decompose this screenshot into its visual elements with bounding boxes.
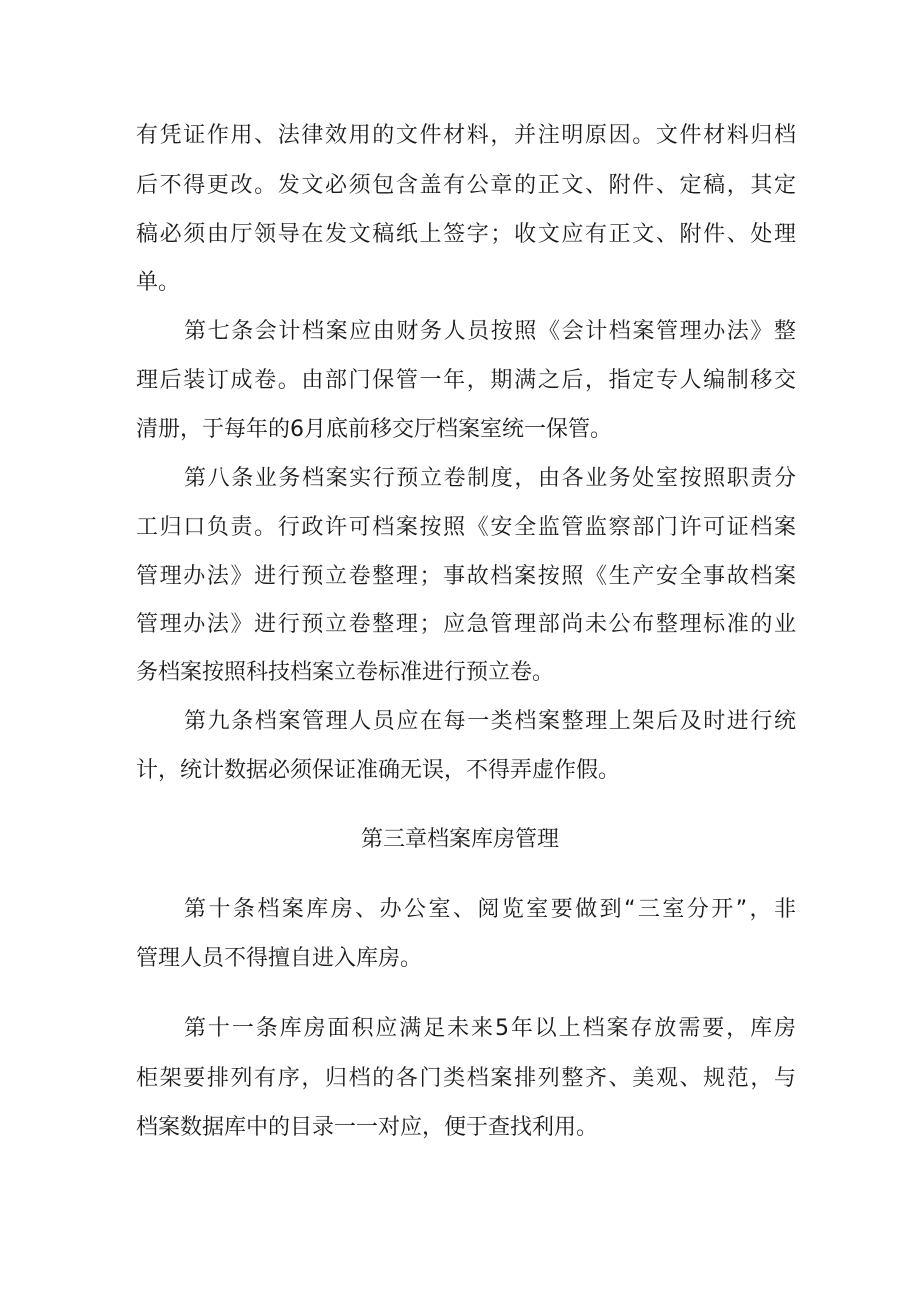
text-line: 后不得更改。发文必须包含盖有公章的正文、附件、定稿，其定 bbox=[136, 173, 796, 198]
text-line: 档案数据库中的目录一一对应，便于查找利用。 bbox=[136, 1115, 599, 1140]
article-10-line: 第十条档案库房、办公室、阅览室要做到“三室分开”，非 bbox=[184, 897, 796, 922]
text-line: 管理办法》进行预立卷整理；应急管理部尚未公布整理标准的业 bbox=[136, 612, 796, 637]
article-7-line: 第七条会计档案应由财务人员按照《会计档案管理办法》整 bbox=[184, 319, 796, 344]
article-8-line: 第八条业务档案实行预立卷制度，由各业务处室按照职责分 bbox=[184, 466, 796, 491]
text-line: 管理办法》进行预立卷整理；事故档案按照《生产安全事故档案 bbox=[136, 564, 796, 589]
text-line: 有凭证作用、法律效用的文件材料，并注明原因。文件材料归档 bbox=[136, 123, 796, 148]
text-line: 理后装订成卷。由部门保管一年，期满之后，指定专人编制移交 bbox=[136, 368, 796, 393]
text-line: 清册，于每年的6月底前移交厅档案室统一保管。 bbox=[136, 417, 612, 442]
text-line: 管理人员不得擅自进入库房。 bbox=[136, 946, 423, 971]
text-line: 计，统计数据必须保证准确无误，不得弄虚作假。 bbox=[136, 758, 621, 783]
text-line: 工归口负责。行政许可档案按照《安全监管监察部门许可证档案 bbox=[136, 515, 796, 540]
text-line: 务档案按照科技档案立卷标准进行预立卷。 bbox=[136, 660, 555, 685]
text-line: 稿必须由厅领导在发文稿纸上签字；收文应有正文、附件、处理 bbox=[136, 222, 796, 247]
text-line: 单。 bbox=[136, 270, 181, 295]
article-11-line: 第十一条库房面积应满足未来5年以上档案存放需要，库房 bbox=[184, 1016, 796, 1041]
chapter-heading: 第三章档案库房管理 bbox=[360, 827, 559, 852]
text-line: 柜架要排列有序，归档的各门类档案排列整齐、美观、规范，与 bbox=[136, 1066, 796, 1091]
article-9-line: 第九条档案管理人员应在每一类档案整理上架后及时进行统 bbox=[184, 709, 796, 734]
